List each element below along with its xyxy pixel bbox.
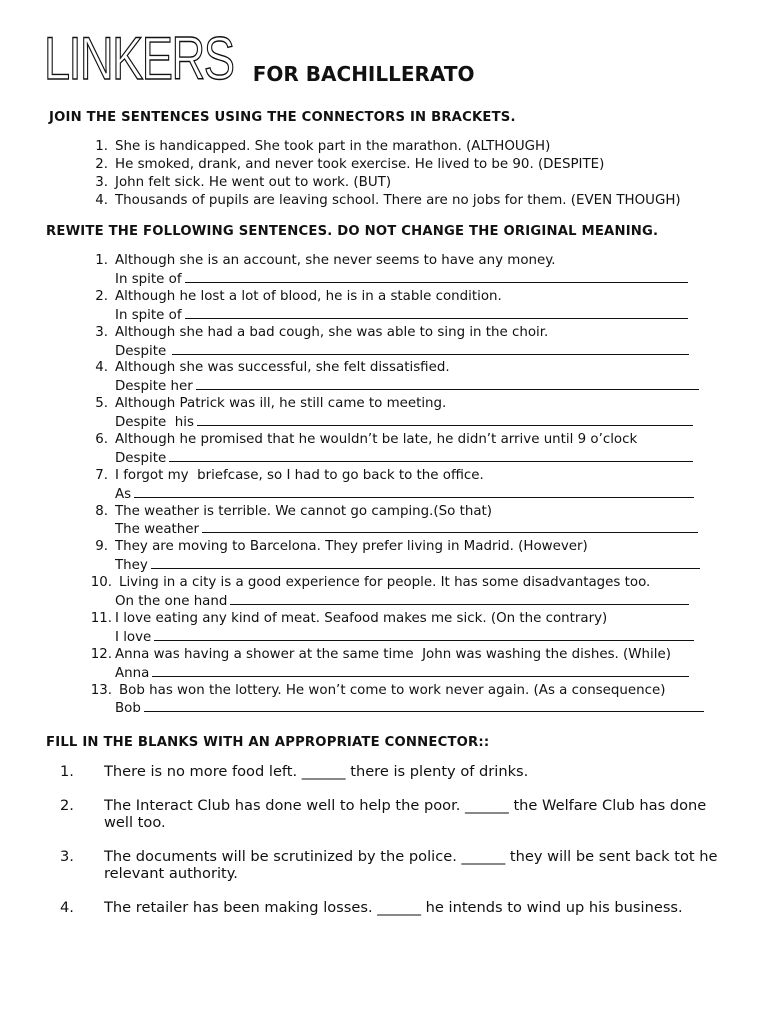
section1-heading: JOIN THE SENTENCES USING THE CONNECTORS IN BRACKETS. xyxy=(49,110,516,125)
list-item: 1. Although she is an account, she never seems to have any money. In spite of xyxy=(92,252,704,288)
answer-line[interactable]: On the one hand xyxy=(115,592,704,611)
title-linkers: LINKERS xyxy=(44,25,234,92)
answer-line[interactable]: Despite xyxy=(115,342,704,361)
answer-line[interactable]: Despite her xyxy=(115,377,704,396)
answer-line[interactable]: As xyxy=(115,485,704,504)
list-item: 4. Although she was successful, she felt dissatisfied. Despite her xyxy=(92,359,704,395)
list-item: 10. Living in a city is a good experience for people. It has some disadvantages too. On the one hand xyxy=(92,574,704,610)
list-item: 3. The documents will be scrutinized by the police. ______ they will be sent back tot he relevant authority. xyxy=(60,848,718,882)
section2-list xyxy=(92,252,704,717)
title-subtitle: FOR BACHILLERATO xyxy=(252,62,475,86)
answer-line[interactable]: Despite his xyxy=(115,413,704,432)
list-item: 2. The Interact Club has done well to help the poor. ______ the Welfare Club has done well too. xyxy=(60,797,707,831)
section2-heading: REWITE THE FOLLOWING SENTENCES. DO NOT CHANGE THE ORIGINAL MEANING. xyxy=(46,224,659,239)
list-item: 5. Although Patrick was ill, he still came to meeting. Despite his xyxy=(92,395,704,431)
list-item: 1. There is no more food left. ______ there is plenty of drinks. xyxy=(60,763,529,780)
list-item: 2. He smoked, drank, and never took exercise. He lived to be 90. (DESPITE) xyxy=(95,157,605,172)
worksheet-title xyxy=(44,25,475,92)
answer-line[interactable]: Despite xyxy=(115,449,704,468)
section3-heading: FILL IN THE BLANKS WITH AN APPROPRIATE CONNECTOR:: xyxy=(46,735,490,750)
list-item: 3. John felt sick. He went out to work. (BUT) xyxy=(95,175,392,190)
list-item: 4. The retailer has been making losses. ______ he intends to wind up his business. xyxy=(60,899,683,916)
list-item: 9. They are moving to Barcelona. They prefer living in Madrid. (However) They xyxy=(92,538,704,574)
answer-line[interactable]: The weather xyxy=(115,520,704,539)
answer-line[interactable]: In spite of xyxy=(115,270,704,289)
list-item: 11. I love eating any kind of meat. Seafood makes me sick. (On the contrary) I love xyxy=(92,610,704,646)
section3-list xyxy=(60,763,724,933)
list-item: 2. Although he lost a lot of blood, he is in a stable condition. In spite of xyxy=(92,288,704,324)
list-item: 4. Thousands of pupils are leaving school. There are no jobs for them. (EVEN THOUGH) xyxy=(95,193,681,208)
list-item: 8. The weather is terrible. We cannot go camping.(So that) The weather xyxy=(92,503,704,539)
answer-line[interactable]: Anna xyxy=(115,664,704,683)
answer-line[interactable]: In spite of xyxy=(115,306,704,325)
list-item: 7. I forgot my briefcase, so I had to go back to the office. As xyxy=(92,467,704,503)
list-item: 3. Although she had a bad cough, she was able to sing in the choir. Despite xyxy=(92,324,704,360)
list-item: 1. She is handicapped. She took part in the marathon. (ALTHOUGH) xyxy=(95,139,551,154)
list-item: 12. Anna was having a shower at the same time John was washing the dishes. (While) Anna xyxy=(92,646,704,682)
list-item: 6. Although he promised that he wouldn’t be late, he didn’t arrive until 9 o’clock Despite xyxy=(92,431,704,467)
list-item: 13. Bob has won the lottery. He won’t come to work never again. (As a consequence) Bob xyxy=(92,682,704,718)
answer-line[interactable]: They xyxy=(115,556,704,575)
answer-line[interactable]: Bob xyxy=(115,699,704,718)
answer-line[interactable]: I love xyxy=(115,628,704,647)
section1-list xyxy=(92,138,681,210)
